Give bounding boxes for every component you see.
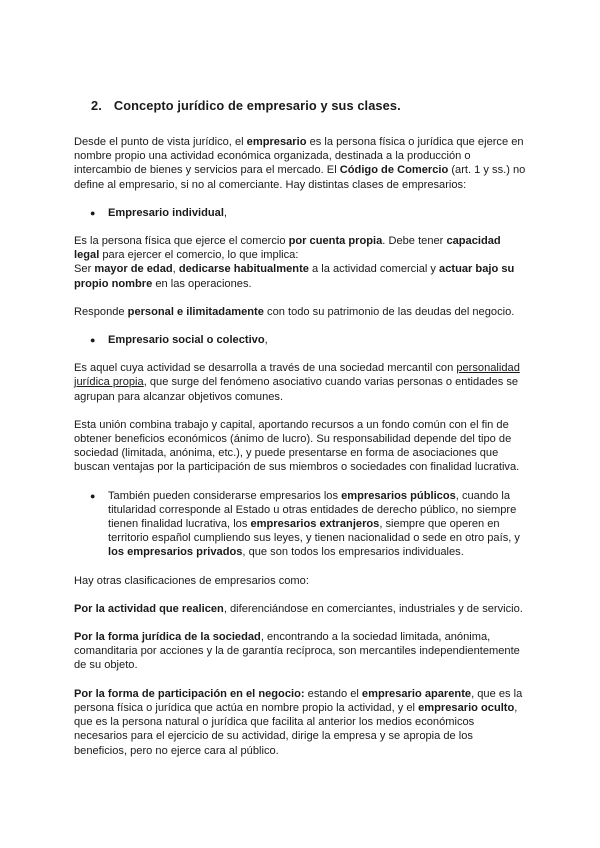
text: , xyxy=(223,206,227,219)
text: , que es la persona natural o jurídica que facilita al anterior los medios económicos necesarios para el ejercicio de su actividad, dirige la empresa y se apropia de los beneficios, pero no ejerce cara al público. xyxy=(74,701,518,757)
text: estando el xyxy=(304,687,362,700)
line xyxy=(74,234,528,262)
text: con todo su patrimonio de las deudas del negocio. xyxy=(263,305,515,318)
bullet-label: Empresario social o colectivo xyxy=(108,334,265,347)
paragraph-union: Esta unión combina trabajo y capital, aportando recursos a un fondo común con el fin de obtener beneficios económicos (ánimo de lucro). Su responsabilidad depende del tipo de sociedad (limitada, anónima, etc.), y puede presentarse en forma de asociaciones que buscan ventajas por la participación de sus miembros o sociedades con finalidad lucrativa. xyxy=(74,418,520,474)
text: Es aquel cuya actividad se desarrolla a través de una sociedad mercantil con xyxy=(74,362,457,375)
list-item xyxy=(74,489,528,560)
bullet-label: Empresario individual xyxy=(108,206,224,219)
bold-term: mayor de edad xyxy=(94,263,173,276)
bold-term: empresario xyxy=(246,136,307,148)
bullet-dot-icon: ● xyxy=(90,207,96,218)
bold-term: actuar bajo su propio nombre xyxy=(74,263,515,290)
bold-term: Por la forma de participación en el negocio: xyxy=(74,687,305,700)
heading-title: Concepto jurídico de empresario y sus clases. xyxy=(113,98,401,113)
underlined-term: personalidad jurídica propia xyxy=(74,362,520,389)
bold-term: personal e ilimitadamente xyxy=(127,305,264,318)
bullet-list xyxy=(74,206,528,220)
bold-term: Por la forma jurídica de la sociedad xyxy=(74,631,261,644)
text: , cuando la titularidad corresponde al Estado u otras entidades de derecho público, no siempre tienen finalidad lucrativa, los xyxy=(108,489,517,531)
bold-term: empresarios extranjeros xyxy=(250,518,380,531)
paragraph-other-classes: Hay otras clasificaciones de empresarios como: xyxy=(74,574,309,587)
text: , que surge del fenómeno asociativo cuando varias personas o entidades se agrupan para alcanzar objetivos comunes. xyxy=(74,376,519,403)
bold-term: Código de Comercio xyxy=(339,164,449,177)
text: , que son todos los empresarios individuales. xyxy=(242,546,464,559)
text: , siempre que operen en territorio español cumpliendo sus leyes, y tienen nacionalidad o sede en otro país, y xyxy=(108,518,520,545)
section-heading xyxy=(91,98,528,113)
bold-term: dedicarse habitualmente xyxy=(178,263,309,276)
bullet-dot-icon: ● xyxy=(90,490,96,501)
paragraph-individual xyxy=(74,234,528,291)
bullet-dot-icon: ● xyxy=(90,335,96,346)
paragraph-responsibility xyxy=(74,305,528,319)
text: (art. 1 y ss.) no define al empresario, si no al comerciante. Hay distintas clases de empresarios: xyxy=(74,164,526,191)
line xyxy=(74,262,528,290)
bold-term: por cuenta propia xyxy=(288,235,383,248)
list-item xyxy=(74,206,528,220)
bold-term: empresario aparente xyxy=(361,687,472,700)
text: , xyxy=(264,334,268,347)
bold-term: capacidad legal xyxy=(74,235,501,262)
bold-term: Por la actividad que realicen xyxy=(74,602,224,615)
text: para ejercer el comercio, lo que implica: xyxy=(99,249,299,262)
paragraph-by-participation xyxy=(74,687,528,758)
paragraph-intro xyxy=(74,135,528,192)
heading-number: 2. xyxy=(91,98,102,113)
text: es la persona física o jurídica que ejerce en nombre propio una actividad económica organizada, destinada a la producción o intercambio de bienes y servicios para el mercado. El xyxy=(74,136,524,177)
text: Desde el punto de vista jurídico, el xyxy=(74,136,247,148)
text: en las operaciones. xyxy=(152,277,252,290)
bullet-list xyxy=(74,489,528,560)
text: a la actividad comercial y xyxy=(308,263,440,276)
list-item xyxy=(74,333,528,347)
text: , encontrando a la sociedad limitada, anónima, comanditaria por acciones y la de garantía recíproca, son mercantiles independientemente de su objeto. xyxy=(74,631,520,672)
text: . Debe tener xyxy=(382,235,447,248)
bold-term: los empresarios privados xyxy=(108,546,243,559)
paragraph-social xyxy=(74,361,528,404)
text: Ser xyxy=(74,263,95,276)
paragraph-by-activity xyxy=(74,602,528,616)
text: Responde xyxy=(74,305,128,318)
text: También pueden considerarse empresarios los xyxy=(108,489,342,502)
bullet-list xyxy=(74,333,528,347)
bold-term: empresarios públicos xyxy=(341,489,456,502)
text: Es la persona física que ejerce el comercio xyxy=(74,235,289,248)
text: , diferenciándose en comerciantes, industriales y de servicio. xyxy=(223,602,523,615)
bold-term: empresario oculto xyxy=(418,701,515,714)
text: , que es la persona física o jurídica que actúa en nombre propio la actividad, y el xyxy=(74,687,523,714)
paragraph-by-legal-form xyxy=(74,630,528,673)
text: , xyxy=(172,263,179,276)
